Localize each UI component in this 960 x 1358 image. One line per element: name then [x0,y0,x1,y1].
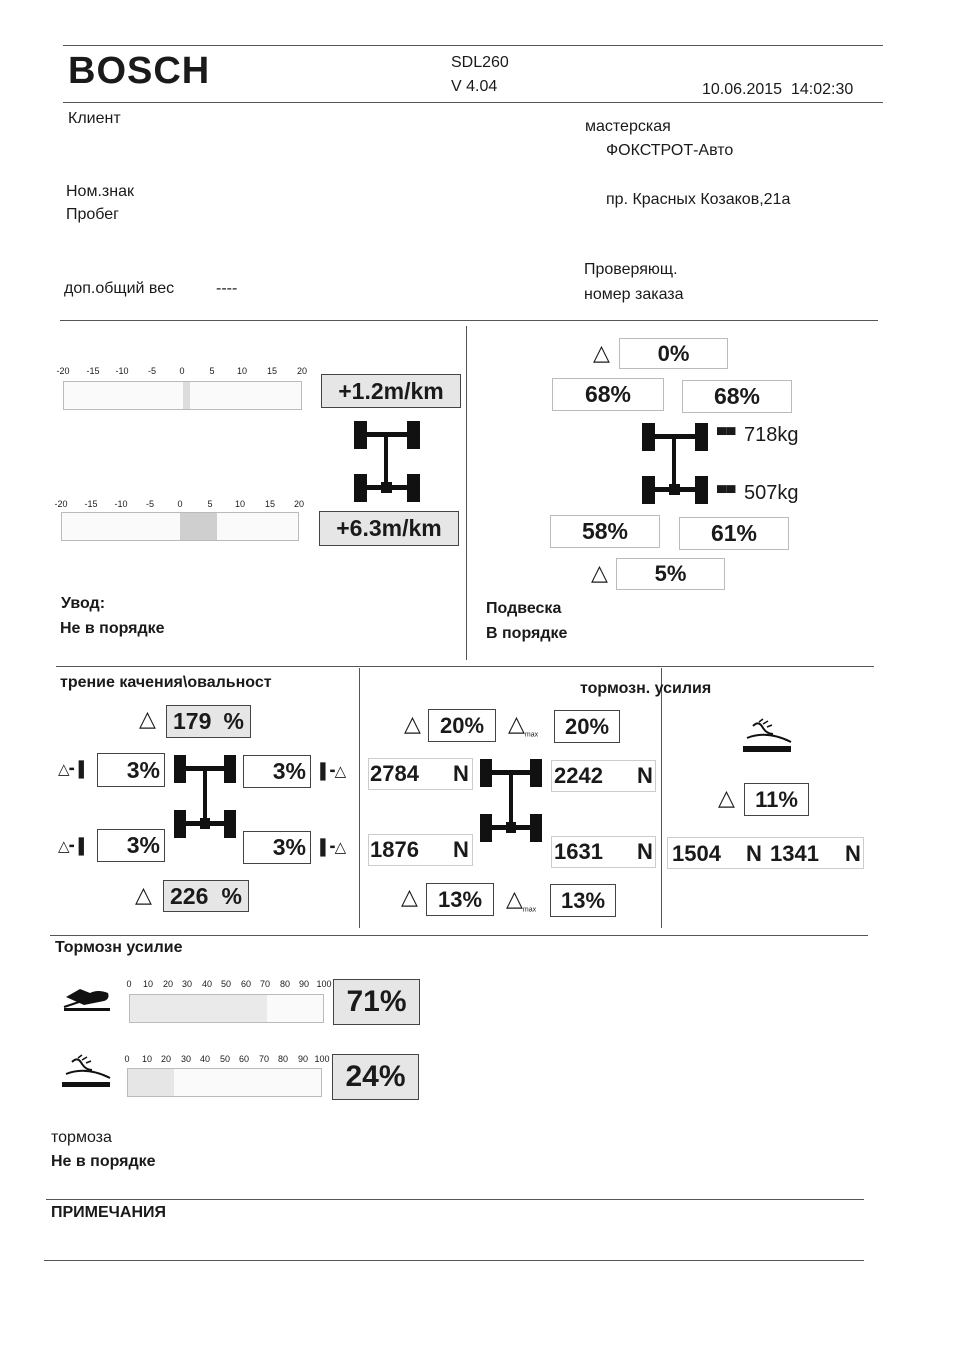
front-axle-weight: 718kg [744,424,799,446]
axle-diagram-icon [352,418,422,504]
parking-brake-left-unit: N [746,841,762,866]
sideslip-rear-gauge [61,512,299,541]
parking-brake-right-unit: N [845,841,861,866]
service-brake-fill [130,995,267,1022]
client-label: Клиент [68,110,121,127]
braking-title: Тормозн усилие [55,939,183,956]
suspension-front-left: 68% [552,378,664,411]
brake-front-right: 2242 [554,763,603,788]
suspension-status: В порядке [486,625,568,642]
hand-brake-icon [60,1054,112,1095]
brakes-label: тормоза [51,1129,112,1146]
parking-brake-diff: 11% [744,783,809,816]
delta-icon: △ [591,560,608,585]
service-brake-gauge [129,994,324,1023]
hand-brake-icon [741,718,793,761]
device-model: SDL260 [451,54,509,71]
axle-diagram-icon [172,752,238,840]
report-datetime: 10.06.2015 14:02:30 [702,81,854,98]
delta-icon: △ [135,882,152,907]
sideslip-rear-fill [180,513,217,540]
delta-max-icon: $\triangle_{max}$ [508,711,539,739]
delta-icon: △ [404,711,421,736]
brake-front-left-unit: N [453,761,469,786]
rolling-front-left: 3% [97,753,165,787]
parking-brake-value: 24% [332,1054,419,1100]
rolling-front-right: 3% [243,755,311,788]
suspension-rear-diff: 5% [616,558,725,590]
weight-icon: ▀▀ [717,485,736,500]
delta-icon: △ [401,884,418,909]
rolling-front-diff-box [166,705,251,738]
plate-label: Ном.знак [66,183,134,200]
delta-icon: △ [718,785,735,810]
suspension-front-diff: 0% [619,338,728,369]
brake-rear-left: 1876 [370,837,419,862]
sideslip-front-gauge [63,381,302,410]
parking-brake-gauge [127,1068,322,1097]
brake-rear-left-unit: N [453,837,469,862]
brake-rear-right: 1631 [554,839,603,864]
brake-force-title: тормозн. усилия [580,680,712,697]
sideslip-front-value: +1.2m/km [321,374,461,408]
workshop-name: ФОКСТРОТ-Авто [606,142,734,159]
rolling-rear-diff-unit: % [221,882,242,909]
rolling-rear-diff: 226 [170,882,209,909]
brake-front-diff: 20% [428,709,496,742]
software-version: V 4.04 [451,78,498,95]
extra-weight-value: ---- [216,280,238,297]
hand-brake-icon: △╸▌ [58,838,90,855]
service-brake-value: 71% [333,979,420,1025]
axle-diagram-icon [640,420,710,506]
brake-front-right-unit: N [637,763,653,788]
sideslip-front-fill [183,382,190,409]
rolling-rear-diff-box [163,880,249,912]
rolling-front-diff: 179 [173,708,212,734]
delta-icon: △ [593,340,610,365]
sideslip-label: Увод: [61,595,106,612]
sideslip-status: Не в порядке [60,620,165,637]
inspector-label: Проверяющ. [584,261,678,278]
brake-rear-max: 13% [550,884,616,917]
brand-logo: BOSCH [68,50,211,92]
parking-brake-fill [128,1069,174,1096]
order-number-label: номер заказа [584,286,684,303]
workshop-address: пр. Красных Козаков,21а [606,191,791,208]
parking-brake-right: 1341 [770,841,819,866]
notes-title: ПРИМЕЧАНИЯ [51,1204,167,1221]
parking-brake-left: 1504 [672,841,721,866]
sideslip-rear-value: +6.3m/km [319,511,459,546]
hand-brake-icon: ▐╺△ [315,763,347,780]
hand-brake-icon: △╸▌ [58,761,90,778]
rolling-rear-right: 3% [243,831,311,864]
rear-axle-weight: 507kg [744,482,799,504]
delta-max-icon: $\triangle_{max}$ [506,886,537,914]
foot-pedal-icon [62,983,112,1018]
rolling-rear-left: 3% [97,829,165,862]
delta-icon: △ [139,706,156,731]
brakes-status: Не в порядке [51,1153,156,1170]
mileage-label: Пробег [66,206,120,223]
brake-front-left: 2784 [370,761,419,786]
workshop-label: мастерская [585,118,671,135]
hand-brake-icon: ▐╺△ [315,839,347,856]
suspension-front-right: 68% [682,380,792,413]
brake-front-max: 20% [554,710,620,743]
brake-rear-diff: 13% [426,883,494,916]
rolling-front-diff-unit: % [223,708,244,734]
suspension-rear-right: 61% [679,517,789,550]
suspension-label: Подвеска [486,600,562,617]
weight-icon: ▀▀ [717,427,736,442]
brake-rear-right-unit: N [637,839,653,864]
extra-weight-label: доп.общий вес [64,280,175,297]
suspension-rear-left: 58% [550,515,660,548]
rolling-title: трение качения\овальност [60,674,272,691]
axle-diagram-icon [478,756,544,844]
